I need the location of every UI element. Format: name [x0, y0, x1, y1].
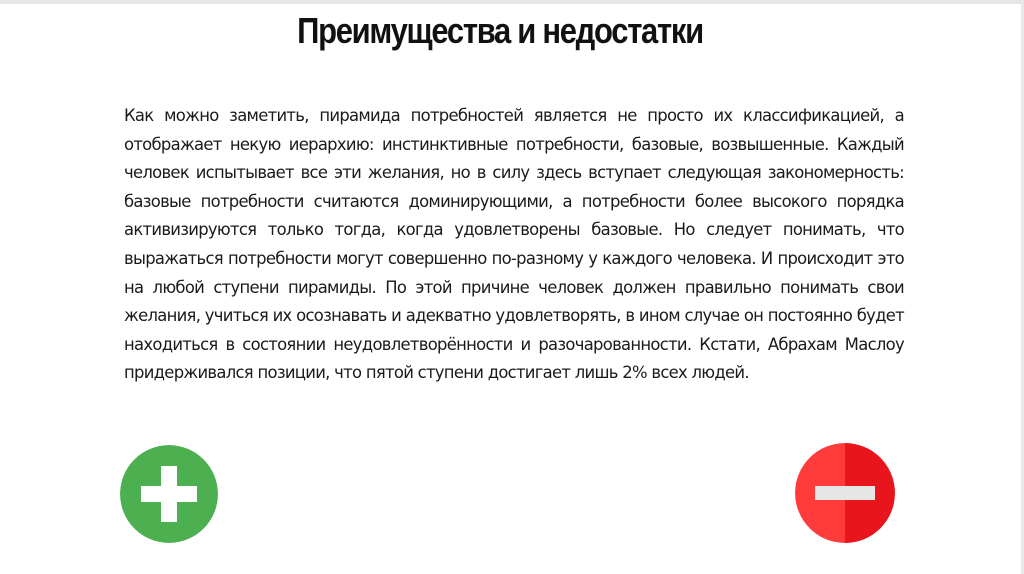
slide-body-text: Как можно заметить, пирамида потребностей является не просто их классификацией, а отображает некую иерархию: инстинктивные потребности, базовые, возвышенные. Каждый человек испытывает все эти желания, но в силу здесь вступает следующая закономерность: базовые потребности считаются доминирующими, а потребности более высокого порядка активизируются только тогда, когда удовлетворены базовые. Но следует понимать, что выражаться потребности могут совершенно по-разному у каждого человека. И происходит это на любой ступени пирамиды. По этой причине человек должен правильно понимать свои желания, учиться их осознавать и адекватно удовлетворять, в ином случае он постоянно будет находиться в состоянии неудовлетворённости и разочарованности. Кстати, Абрахам Маслоу придерживался позиции, что пятой ступени достигает лишь 2% всех людей. [124, 106, 904, 383]
minus-icon [795, 443, 895, 543]
advantages-plus-button[interactable] [120, 445, 218, 543]
plus-icon [120, 445, 218, 543]
slide-top-border [0, 0, 1024, 4]
disadvantages-minus-button[interactable] [795, 443, 895, 543]
slide-title: Преимущества и недостатки [297, 10, 703, 51]
